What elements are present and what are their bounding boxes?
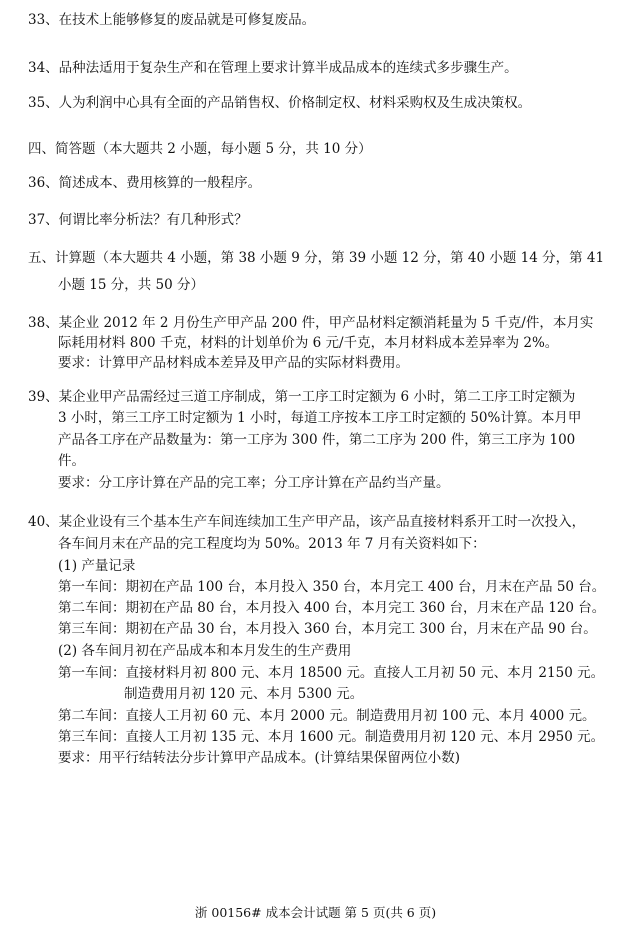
question-39-cont-2: 产品各工序在产品数量为：第一工序为 300 件，第二工序为 200 件，第三工序为 100: [58, 432, 576, 448]
question-36: 36、简述成本、费用核算的一般程序。: [28, 175, 262, 191]
workshop-1-cost: 第一车间：直接材料月初 800 元、本月 18500 元。直接人工月初 50 元、本月 2150 元。: [58, 665, 605, 681]
section-5-heading: 五、计算题（本大题共 4 小题，第 38 小题 9 分，第 39 小题 12 分，第 40 小题 14 分，第 41: [28, 250, 605, 266]
question-39: 39、某企业甲产品需经过三道工序制成，第一工序工时定额为 6 小时，第二工序工时定额为: [28, 389, 576, 405]
question-39-cont-3: 件。: [58, 453, 85, 469]
cost-data-heading: (2) 各车间月初在产品成本和本月发生的生产费用: [58, 643, 352, 659]
question-38-cont: 际耗用材料 800 千克，材料的计划单价为 6 元/千克，本月材料成本差异率为 2%。: [58, 335, 559, 351]
workshop-3-output: 第三车间：期初在产品 30 台，本月投入 360 台，本月完工 300 台，月末在产品 90 台。: [58, 621, 597, 637]
workshop-1-cost-cont: 制造费用月初 120 元、本月 5300 元。: [124, 686, 364, 702]
page-footer: 浙 00156# 成本会计试题 第 5 页(共 6 页): [194, 905, 437, 920]
workshop-2-cost: 第二车间：直接人工月初 60 元、本月 2000 元。制造费用月初 100 元、本月 4000 元。: [58, 708, 596, 724]
question-37: 37、何谓比率分析法？有几种形式？: [28, 212, 248, 228]
question-39-cont-1: 3 小时，第三工序工时定额为 1 小时，每道工序按本工序工时定额的 50%计算。本月甲: [58, 410, 582, 426]
question-40-requirement: 要求：用平行结转法分步计算甲产品成本。(计算结果保留两位小数): [58, 750, 461, 766]
question-40-cont: 各车间月末在产品的完工程度均为 50%。2013 年 7 月有关资料如下：: [58, 536, 486, 552]
question-40: 40、某企业设有三个基本生产车间连续加工生产甲产品，该产品直接材料系开工时一次投入，: [28, 514, 586, 530]
output-record-heading: (1) 产量记录: [58, 558, 136, 574]
workshop-3-cost: 第三车间：直接人工月初 135 元、本月 1600 元。制造费用月初 120 元、本月 2950 元。: [58, 729, 605, 745]
question-39-requirement: 要求：分工序计算在产品的完工率；分工序计算在产品约当产量。: [58, 475, 450, 491]
question-38: 38、某企业 2012 年 2 月份生产甲产品 200 件，甲产品材料定额消耗量为 5 千克/件，本月实: [28, 315, 594, 331]
question-34: 34、品种法适用于复杂生产和在管理上要求计算半成品成本的连续式多步骤生产。: [28, 60, 518, 76]
question-35: 35、人为利润中心具有全面的产品销售权、价格制定权、材料采购权及生成决策权。: [28, 95, 532, 111]
section-4-heading: 四、简答题（本大题共 2 小题，每小题 5 分，共 10 分）: [28, 141, 372, 157]
question-38-requirement: 要求：计算甲产品材料成本差异及甲产品的实际材料费用。: [58, 355, 409, 371]
workshop-1-output: 第一车间：期初在产品 100 台，本月投入 350 台，本月完工 400 台，月末在产品 50 台。: [58, 579, 606, 595]
workshop-2-output: 第二车间：期初在产品 80 台，本月投入 400 台，本月完工 360 台，月末在产品 120 台。: [58, 600, 606, 616]
question-33: 33、在技术上能够修复的废品就是可修复废品。: [28, 12, 316, 28]
section-5-heading-cont: 小题 15 分，共 50 分）: [58, 277, 205, 293]
